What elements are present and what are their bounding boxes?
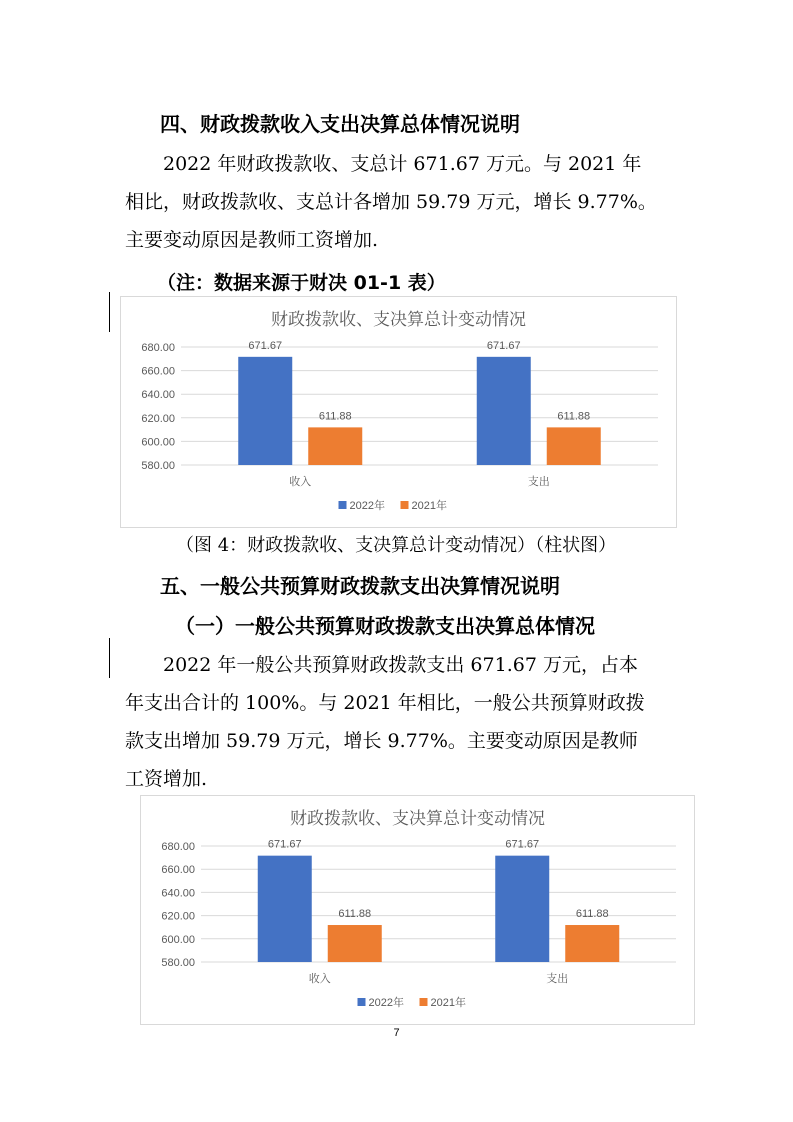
section4-paragraph: [125, 145, 685, 259]
data-label: 671.67: [486, 339, 521, 352]
data-label: 611.88: [557, 410, 591, 423]
bar-2022年-收入: [258, 856, 312, 962]
bar-2021年-收入: [328, 925, 382, 962]
bar-2021年-收入: [308, 427, 362, 465]
x-tick-label: 收入: [308, 973, 331, 985]
text-cursor-marker: [109, 292, 110, 332]
bar-2022年-支出: [495, 856, 549, 962]
legend-swatch: [420, 998, 428, 1006]
data-label: 611.88: [338, 908, 372, 921]
y-tick-label: 660.00: [141, 365, 175, 378]
section4-line-3: 主要变动原因是教师工资增加.: [125, 229, 379, 251]
y-tick-label: 620.00: [141, 412, 175, 425]
y-tick-label: 600.00: [141, 436, 175, 449]
y-tick-label: 640.00: [141, 389, 175, 402]
x-tick-label: 收入: [289, 476, 312, 488]
data-label: 671.67: [505, 838, 540, 851]
bar-2021年-支出: [565, 925, 619, 962]
section5-paragraph: [125, 646, 685, 798]
section5-heading: 五、一般公共预算财政拨款支出决算情况说明: [160, 574, 560, 598]
y-tick-label: 620.00: [161, 910, 195, 923]
legend-label: 2022年: [368, 997, 404, 1009]
x-tick-label: 支出: [546, 973, 569, 985]
text-cursor-marker-2: [109, 638, 110, 678]
y-tick-label: 600.00: [161, 933, 195, 946]
y-tick-label: 580.00: [141, 460, 175, 472]
data-source-note: （注：数据来源于财决 01-1 表）: [157, 272, 446, 294]
legend-swatch: [401, 501, 409, 509]
y-tick-label: 680.00: [141, 342, 175, 354]
chart-1: [121, 297, 676, 527]
legend-label: 2021年: [430, 997, 466, 1009]
bar-2022年-支出: [477, 357, 531, 465]
y-tick-label: 640.00: [161, 887, 195, 900]
data-label: 611.88: [318, 410, 352, 423]
section4-line-1: 2022 年财政拨款收、支总计 671.67 万元。与 2021 年: [163, 153, 642, 175]
x-tick-label: 支出: [527, 476, 550, 488]
section4-heading: 四、财政拨款收入支出决算总体情况说明: [160, 112, 520, 136]
y-tick-label: 660.00: [161, 864, 195, 877]
section4-line-2: 相比，财政拨款收、支总计各增加 59.79 万元，增长 9.77%。: [125, 191, 657, 213]
data-label: 671.67: [248, 339, 283, 352]
page-number: 7: [393, 1027, 400, 1039]
legend-swatch: [358, 998, 366, 1006]
section5-line-4: 工资增加.: [125, 768, 208, 790]
section5-line-3: 款支出增加 59.79 万元，增长 9.77%。主要变动原因是教师: [125, 730, 638, 752]
chart-1-container: [120, 296, 677, 528]
legend-label: 2021年: [411, 500, 447, 512]
chart-title: 财政拨款收、支决算总计变动情况: [290, 809, 545, 828]
data-label: 611.88: [575, 908, 609, 921]
bar-2021年-支出: [547, 427, 601, 465]
chart-title: 财政拨款收、支决算总计变动情况: [271, 310, 526, 329]
section5-line-1: 2022 年一般公共预算财政拨款支出 671.67 万元，占本: [163, 654, 638, 676]
y-tick-label: 580.00: [161, 957, 195, 969]
data-label: 671.67: [267, 838, 302, 851]
chart-2-container: [140, 795, 695, 1025]
figure-4-caption: （图 4：财政拨款收、支决算总计变动情况）（柱状图）: [176, 535, 617, 556]
chart-2: [141, 796, 694, 1024]
legend-label: 2022年: [349, 500, 385, 512]
legend-swatch: [339, 501, 347, 509]
y-tick-label: 680.00: [161, 841, 195, 853]
bar-2022年-收入: [238, 357, 292, 465]
section5-line-2: 年支出合计的 100%。与 2021 年相比，一般公共预算财政拨: [125, 692, 645, 714]
section5-subheading: （一）一般公共预算财政拨款支出决算总体情况: [175, 614, 595, 638]
